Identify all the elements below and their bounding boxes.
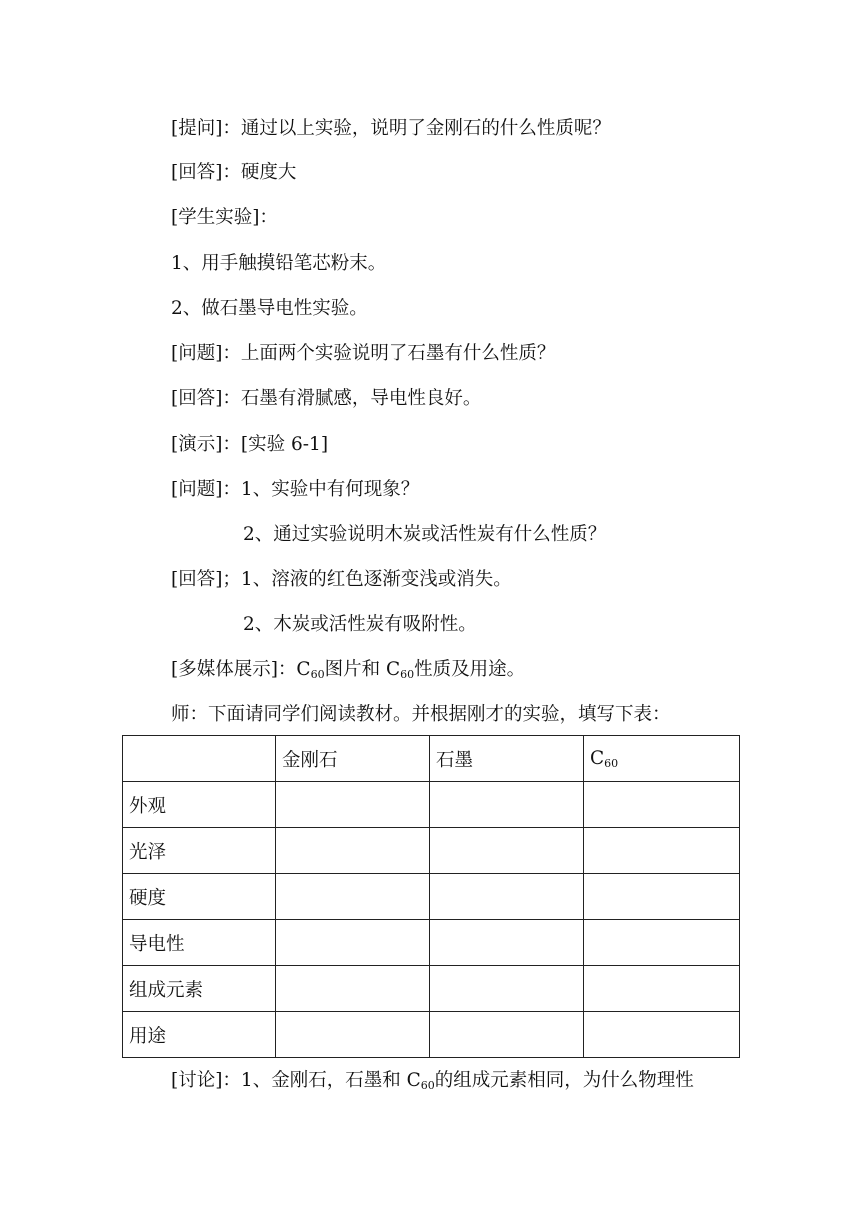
row-label: 外观 xyxy=(123,782,276,828)
empty-cell xyxy=(430,782,584,828)
question-line: [提问]：通过以上实验，说明了金刚石的什么性质呢？ xyxy=(171,118,611,139)
empty-cell xyxy=(276,828,430,874)
table-row xyxy=(123,874,740,920)
table-header-cell xyxy=(123,736,276,782)
row-label: 硬度 xyxy=(123,874,276,920)
row-label: 用途 xyxy=(123,1012,276,1058)
experiment-step-1: 1、用手触摸铅笔芯粉末。 xyxy=(171,253,387,274)
table-row xyxy=(123,966,740,1012)
empty-cell xyxy=(584,874,740,920)
table-row xyxy=(123,1012,740,1058)
subscript: 60 xyxy=(604,757,619,770)
empty-cell xyxy=(276,920,430,966)
empty-cell xyxy=(584,782,740,828)
question-line: [问题]：1、实验中有何现象？ xyxy=(171,479,420,500)
empty-cell xyxy=(276,1012,430,1058)
empty-cell xyxy=(430,874,584,920)
answer-line: [回答]：石墨有滑腻感，导电性良好。 xyxy=(171,388,482,409)
multimedia-prefix: [多媒体展示]：C xyxy=(171,659,311,680)
empty-cell xyxy=(430,920,584,966)
table-header-cell: 金刚石 xyxy=(276,736,430,782)
empty-cell xyxy=(584,1012,740,1058)
empty-cell xyxy=(584,920,740,966)
multimedia-mid: 图片和 C xyxy=(324,659,401,680)
empty-cell xyxy=(430,966,584,1012)
table-header-cell xyxy=(584,736,740,782)
answer-line: [回答]；1、溶液的红色逐渐变浅或消失。 xyxy=(171,569,512,590)
c60-label: C xyxy=(590,748,605,769)
table-row xyxy=(123,782,740,828)
table-row xyxy=(123,920,740,966)
demonstration-line: [演示]：[实验 6-1] xyxy=(171,434,329,455)
table-header-cell: 石墨 xyxy=(430,736,584,782)
row-label: 导电性 xyxy=(123,920,276,966)
empty-cell xyxy=(276,782,430,828)
discussion-suffix: 的组成元素相同，为什么物理性 xyxy=(434,1070,694,1091)
empty-cell xyxy=(584,966,740,1012)
teacher-instruction: 师：下面请同学们阅读教材。并根据刚才的实验，填写下表： xyxy=(171,704,671,725)
student-experiment-heading: [学生实验]： xyxy=(171,207,278,228)
subscript: 60 xyxy=(400,668,415,681)
empty-cell xyxy=(430,828,584,874)
properties-table xyxy=(122,735,740,1058)
discussion-line xyxy=(171,1069,694,1095)
subscript: 60 xyxy=(310,668,325,681)
multimedia-line xyxy=(171,658,525,684)
answer-subline: 2、木炭或活性炭有吸附性。 xyxy=(243,614,477,635)
empty-cell xyxy=(276,966,430,1012)
row-label: 组成元素 xyxy=(123,966,276,1012)
empty-cell xyxy=(276,874,430,920)
answer-line: [回答]：硬度大 xyxy=(171,162,297,183)
table-header-row xyxy=(123,736,740,782)
row-label: 光泽 xyxy=(123,828,276,874)
subscript: 60 xyxy=(420,1079,435,1092)
experiment-step-2: 2、做石墨导电性实验。 xyxy=(171,298,368,319)
discussion-prefix: [讨论]：1、金刚石，石墨和 C xyxy=(171,1070,421,1091)
question-line: [问题]：上面两个实验说明了石墨有什么性质？ xyxy=(171,343,556,364)
empty-cell xyxy=(430,1012,584,1058)
question-subline: 2、通过实验说明木炭或活性炭有什么性质？ xyxy=(243,524,607,545)
empty-cell xyxy=(584,828,740,874)
multimedia-suffix: 性质及用途。 xyxy=(414,659,526,680)
table-row xyxy=(123,828,740,874)
